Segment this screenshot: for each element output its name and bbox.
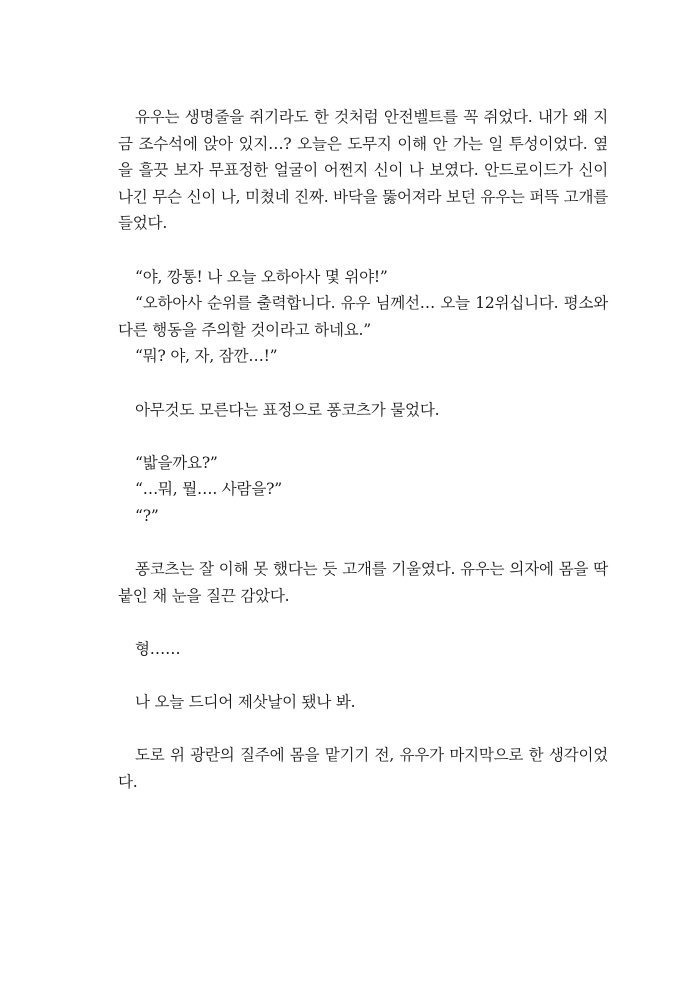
dialogue-line: “?” [135,506,159,525]
paragraph-spacer [118,662,608,689]
inner-thought-line: 형…… [135,639,181,658]
narration-paragraph: 도로 위 광란의 질주에 몸을 맡기기 전, 유우가 마지막으로 한 생각이었다. [118,746,608,791]
dialogue-line: “…뭐, 뭘…. 사람을?” [135,480,282,499]
inner-thought-line: 나 오늘 드디어 제삿날이 됐나 봐. [135,693,356,712]
paragraph-spacer [118,237,608,264]
dialogue-line: “밟을까요?” [135,453,218,472]
narration-paragraph: 유우는 생명줄을 쥐기라도 한 것처럼 안전벨트를 꼭 쥐었다. 내가 왜 지금 조수석에 앉아 있지…? 오늘은 도무지 이해 안 가는 일 투성이었다. 옆을 흘끗 보자 무표정한 얼굴이 어쩐지 신이 나 보였다. 안드로이드가 신이 나긴 무슨 신이 나, 미쳤네 진짜. 바닥을 뚫어져라 보던 유우는 퍼뜩 고개를 들었다. [118,108,608,233]
paragraph-spacer [118,530,608,557]
paragraph-spacer [118,423,608,450]
narration-paragraph: 아무것도 모른다는 표정으로 퐁코츠가 물었다. [135,400,440,419]
document-body [118,104,608,795]
dialogue-line: “야, 깡통! 나 오늘 오하아사 몇 위야!” [135,267,388,286]
narration-paragraph: 퐁코츠는 잘 이해 못 했다는 듯 고개를 기울였다. 유우는 의자에 몸을 딱 붙인 채 눈을 질끈 감았다. [118,560,608,605]
dialogue-line: “뭐? 야, 자, 잠깐…!” [135,347,278,366]
dialogue-line: “오하아사 순위를 출력합니다. 유우 님께선… 오늘 12위십니다. 평소와 다른 행동을 주의할 것이라고 하네요.” [118,294,608,339]
paragraph-spacer [118,716,608,743]
paragraph-spacer [118,609,608,636]
paragraph-spacer [118,370,608,397]
